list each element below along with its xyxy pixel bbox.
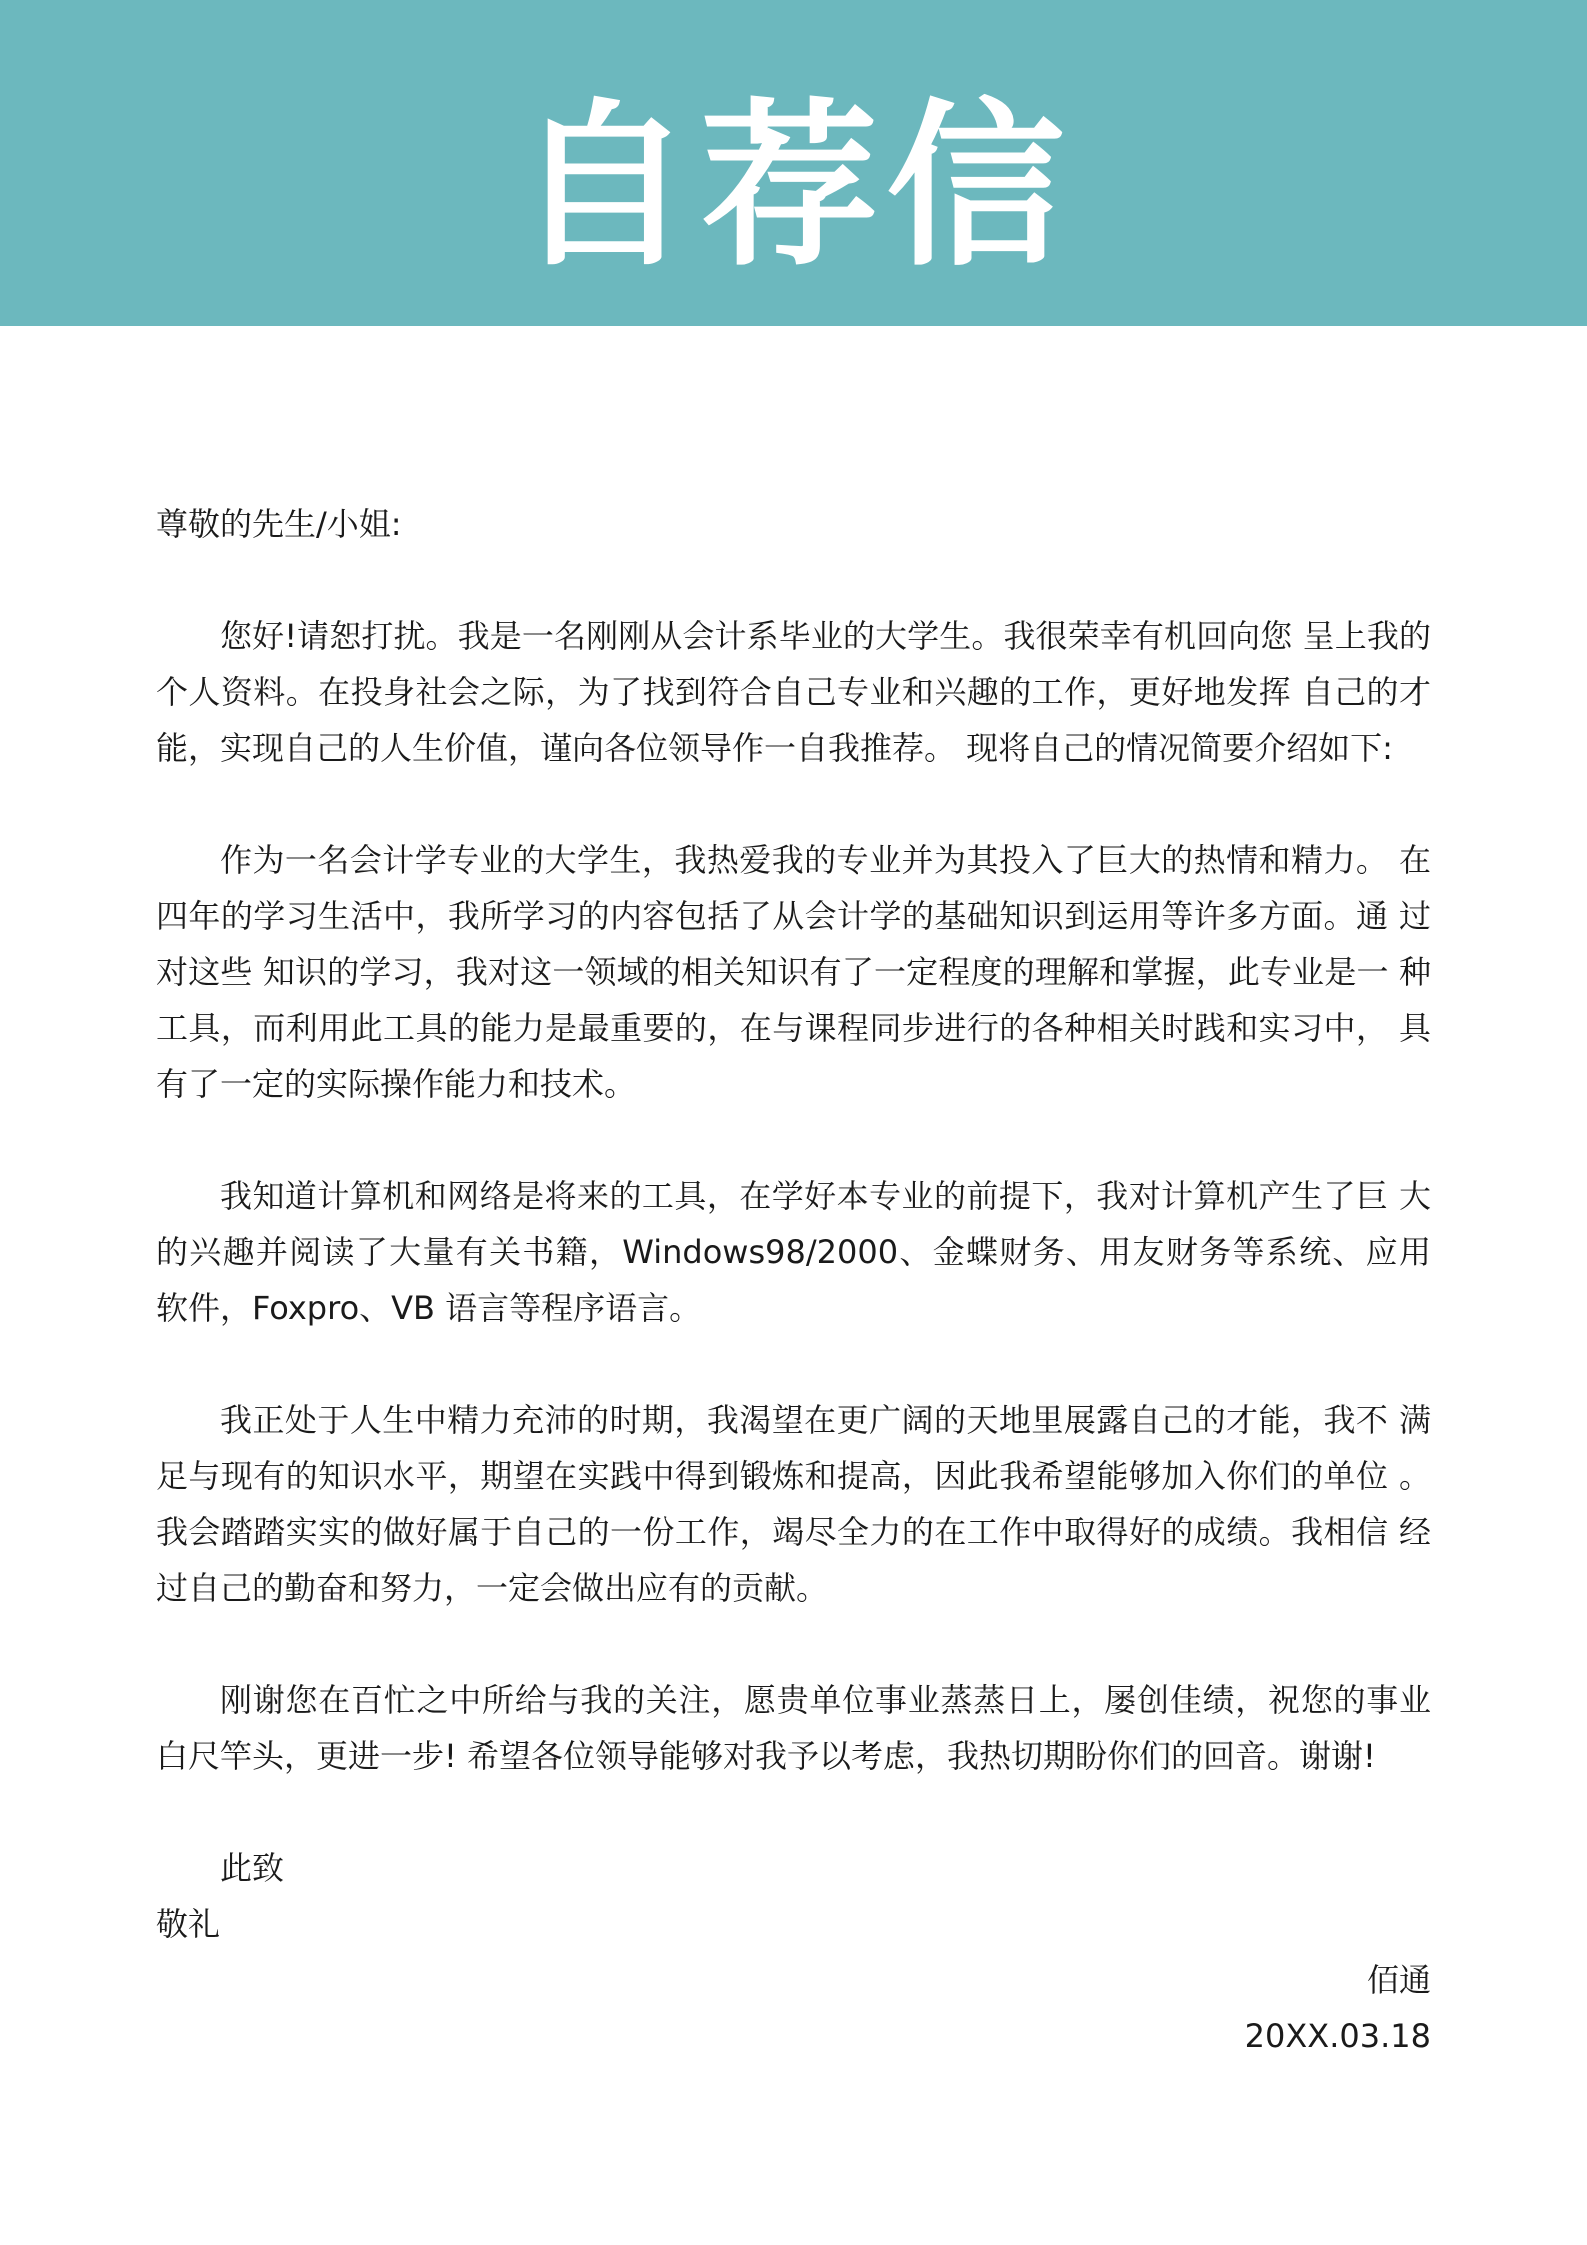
signer-name: 佰通 [1366, 1961, 1431, 1999]
salutation: 尊敬的先生/小姐: [156, 505, 402, 543]
paragraph-thanks: 刚谢您在百忙之中所给与我的关注，愿贵单位事业蒸蒸日上，屡创佳绩，祝您的事业 白尺竿头，更进一步! 希望各位领导能够对我予以考虑，我热切期盼你们的回音。谢谢! [156, 1681, 1431, 1775]
paragraph-intro: 您好!请恕打扰。我是一名刚刚从会计系毕业的大学生。我很荣幸有机回向您 呈上我的个人资料。在投身社会之际，为了找到符合自己专业和兴趣的工作，更好地发挥 自己的才能，实现自己的人生价值，谨向各位领导作一自我推荐。 现将自己的情况简要介绍如下: [156, 617, 1431, 767]
paragraph-computer: 我知道计算机和网络是将来的工具，在学好本专业的前提下，我对计算机产生了巨 大的兴趣并阅读了大量有关书籍，Windows98/2000、金蝶财务、用友财务等系统、应用 软件，Foxpro、VB 语言等程序语言。 [156, 1177, 1431, 1327]
page-title: 自荐信 [514, 83, 1073, 290]
letter-body [156, 496, 1431, 2064]
header-banner [0, 0, 1587, 326]
letter-date: 20XX.03.18 [1244, 2017, 1431, 2055]
paragraph-aspiration: 我正处于人生中精力充沛的时期，我渴望在更广阔的天地里展露自己的才能，我不 满足与现有的知识水平，期望在实践中得到锻炼和提高，因此我希望能够加入你们的单位 。我会踏踏实实的做好属于自己的一份工作，竭尽全力的在工作中取得好的成绩。我相信 经过自己的勤奋和努力，一定会做出应有的贡献。 [156, 1401, 1431, 1607]
closing-line-1: 此致 [220, 1849, 285, 1887]
paragraph-major: 作为一名会计学专业的大学生，我热爱我的专业并为其投入了巨大的热情和精力。 在四年的学习生活中，我所学习的内容包括了从会计学的基础知识到运用等许多方面。通 过对这些 知识的学习，我对这一领域的相关知识有了一定程度的理解和掌握，此专业是一 种工具，而利用此工具的能力是最重要的，在与课程同步进行的各种相关时践和实习中， 具有了一定的实际操作能力和技术。 [156, 841, 1431, 1103]
closing-line-2: 敬礼 [156, 1905, 221, 1943]
